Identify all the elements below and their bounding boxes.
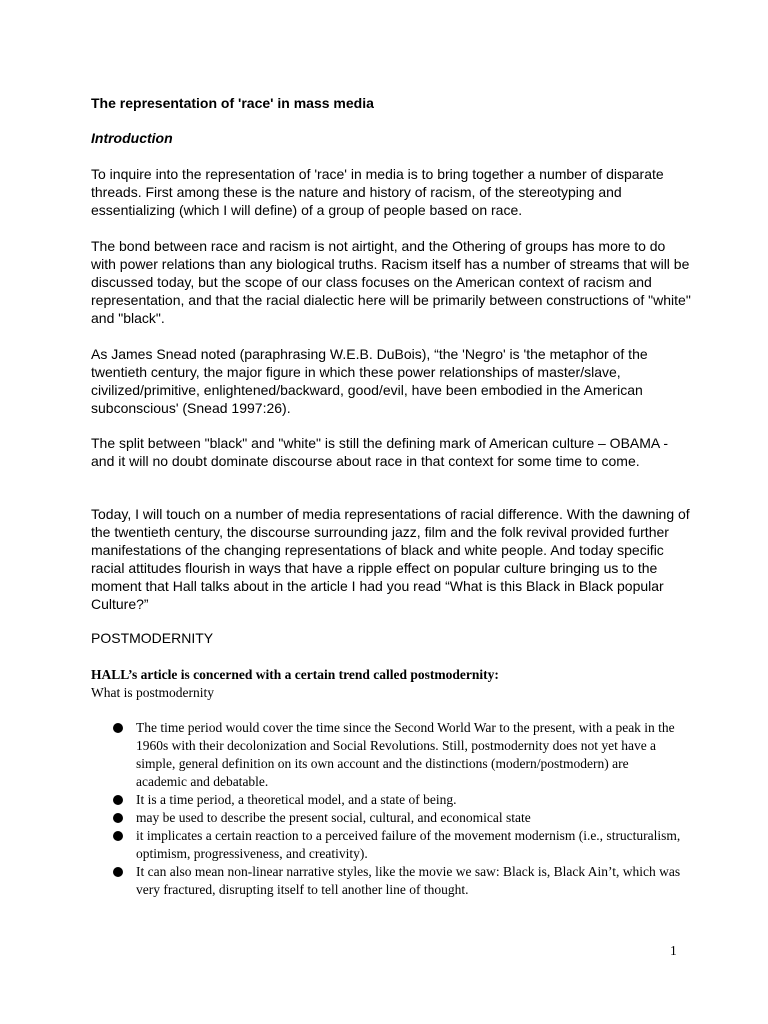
paragraph: The bond between race and racism is not airtight, and the Othering of groups has more to do with power relations than any biological truths. Racism itself has a number of streams that will be discussed today, but the scope of our class focuses on the American context of racism and representation, and that the racial dialectic here will be primarily between constructions of "white" and "black". (91, 238, 691, 326)
list-item (112, 827, 682, 863)
introduction-heading: Introduction (91, 130, 173, 146)
document-title: The representation of 'race' in mass media (91, 95, 374, 111)
section-heading: POSTMODERNITY (91, 630, 214, 646)
list-item (112, 863, 682, 899)
bullet-icon (113, 723, 123, 733)
bullet-list (112, 719, 682, 899)
list-item-text: The time period would cover the time since the Second World War to the present, with a peak in the 1960s with their decolonization and Social Revolutions. Still, postmodernity does not yet have a simple, general definition on its own account and the distinctions (modern/postmodern) are academic and debatable. (136, 720, 675, 789)
paragraph: As James Snead noted (paraphrasing W.E.B. DuBois), “the 'Negro' is 'the metaphor of the twentieth century, the major figure in which these power relationships of master/slave, civilized/primitive, enlightened/backward, good/evil, have been embodied in the American subconscious' (Snead 1997:26). (91, 346, 648, 416)
list-item (112, 791, 682, 809)
bullet-icon (113, 795, 123, 805)
paragraph: The split between "black" and "white" is still the defining mark of American culture – OBAMA - and it will no doubt dominate discourse about race in that context for some time to come. (91, 435, 669, 469)
paragraph: To inquire into the representation of 'race' in media is to bring together a number of disparate threads. First among these is the nature and history of racism, of the stereotyping and essentializing (which I will define) of a group of people based on race. (91, 166, 664, 218)
page-number: 1 (670, 943, 677, 958)
list-item (112, 809, 682, 827)
list-item-text: may be used to describe the present social, cultural, and economical state (136, 810, 531, 825)
bullet-icon (113, 867, 123, 877)
list-item-text: It can also mean non-linear narrative styles, like the movie we saw: Black is, Black Ain’t, which was very fractured, disrupting itself to tell another line of thought. (136, 864, 681, 897)
list-item (112, 719, 682, 791)
list-item-text: it implicates a certain reaction to a perceived failure of the movement modernism (i.e., structuralism, optimism, progressiveness, and creativity). (136, 828, 681, 861)
bullet-icon (113, 813, 123, 823)
list-item-text: It is a time period, a theoretical model, and a state of being. (136, 792, 457, 807)
what-is-subheading: What is postmodernity (91, 685, 214, 700)
bullet-icon (113, 831, 123, 841)
hall-heading: HALL’s article is concerned with a certain trend called postmodernity: (91, 667, 499, 682)
paragraph: Today, I will touch on a number of media representations of racial difference. With the dawning of the twentieth century, the discourse surrounding jazz, film and the folk revival provided further manifestations of the changing representations of black and white people. And today specific racial attitudes flourish in ways that have a ripple effect on popular culture bringing us to the moment that Hall talks about in the article I had you read “What is this Black in Black popular Culture?” (91, 506, 690, 612)
